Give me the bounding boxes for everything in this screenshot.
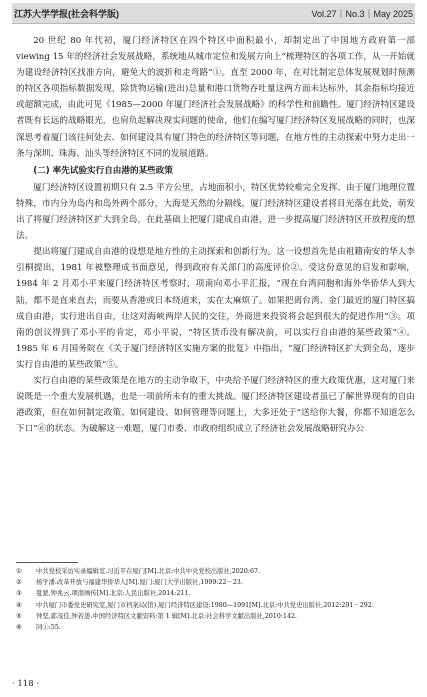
- footnote-text: 夏蒙,钟兆云.项南画传[M].北京:人民出版社,2014:211.: [36, 590, 191, 598]
- article-body: [16, 33, 415, 437]
- footnote-text: 钟坚,郭茂佳,钟若愚.中国经济特区文献资料:第 1 辑[M].北京:社会科学文献出版社,2010:142.: [36, 612, 297, 620]
- paragraph-3: 提出将厦门建成自由港的设想是地方性的主动探索和创新行为。这一设想首先是由祖籍南安的华人李引桐提出，1981 年被整理成书面意见，得到政府有关部门的高度评价②。受这份意见的启发和影响，1984 年 2 月邓小平来厦门经济特区考察时，项南向邓小平汇报，“现在台湾同胞和海外华侨华人到大陆，都不是直来直去，而要从香港或日本绕道来，实在太麻烦了。如果把离台湾、金门最近的厦门特区搞成自由港，实行进出自由，让这对海峡两岸人民的交往，外商进来投资将会起到很大的促进作用”③。项南的创议得到了邓小平的肯定，邓小平说，“特区货币没有解决前，可以实行自由港的某些政策”④。1985 年 6 月国务院在《关于厦门经济特区实施方案的批复》中指出，“厦门经济特区扩大到全岛，逐步实行自由港的某些政策”⑤。: [16, 247, 415, 370]
- footnote-number: ③: [16, 590, 22, 598]
- running-header: [12, 3, 415, 24]
- footnote-divider: [16, 562, 78, 563]
- paragraph-1: 20 世纪 80 年代初，厦门经济特区在四个特区中面积最小，却制定出了中国地方政府第一部viewing 15 年的经济社会发展战略，系统地从城市定位和发展方向上“梳理特区的各项工作，从一开始就为建设经济特区找准方向，避免大的波折和走弯路”①。直至 2000 年，在对比制定总体发展规划时预测的特区各项指标数据发现，除货物运输(进出)总量和港口货物吞吐量这两方面未达标外，其余指标均接近或超额完成，由此可见《1985—2000 年厦门经济社会发展战略》的科学性和前瞻性。厦门经济特区建设者既有长远的战略眼光，也肩负起解决现实问题的使命，他们在编写厦门经济特区发展战略的同时，也深深思考着厦门该往何处去、如何建设具有厦门特色的经济特区等问题，在地方性的主动探索中努力走出一条与深圳、珠海、汕头等经济特区不同的发展道路。: [16, 36, 415, 159]
- footnote-number: ①: [16, 568, 22, 575]
- paragraph-4: 实行自由港的某些政策是在地方的主动争取下，中央给予厦门经济特区的重大政策优惠，这对厦门来说既是一个重大发展机遇，也是一项前所未有的重大挑战。厦门经济特区建设者虽已了解世界现有的自由港政策，但在如何制定政策、如何建设、如何管理等问题上，大多还处于“送给你大餐，你都不知道怎么下口”⑥的状态。为破解这一难题，厦门市委、市政府组织成立了经济社会发展战略研究办公: [16, 375, 415, 435]
- footnote-text: 同①:55.: [36, 624, 61, 632]
- footnote: [16, 588, 415, 599]
- footnote-number: ⑥: [16, 624, 22, 632]
- footnote: [16, 577, 415, 588]
- page-number: · 118 ·: [12, 679, 40, 689]
- footnote-text: 中共厦门市委党史研究室,厦门市档案局(馆).厦门经济特区建设:1980—1991[M].北京:中共党史出版社,2012:291－292.: [36, 601, 374, 609]
- footnote-number: ⑤: [16, 612, 22, 620]
- footnote-text: 中共党校采访实录编辑室.习近平在厦门[M].北京:中共中央党校出版社,2020:67.: [36, 568, 260, 575]
- paragraph-2: 厦门经济特区设置初期只有 2.5 平方公里，占地面积小，特区优势较难完全发挥。由于厦门地理位置特殊，市内分为岛内和岛外两个部分，大海是天然的分隔线，厦门经济特区建设者将目光落在此处，萌发出了将厦门经济特区扩大到全岛，在此基础上把厦门建成自由港，进一步提高厦门经济特区开放程度的想法。: [16, 182, 415, 242]
- journal-title: 江苏大学学报(社会科学版): [14, 8, 119, 19]
- footnote-number: ④: [16, 601, 22, 609]
- section-heading: (二) 率先试验实行自由港的某些政策: [33, 165, 173, 176]
- footnote-text: 杨学潘.改革开放与福建华侨华人[M].厦门:厦门大学出版社,1999:22－23.: [36, 579, 243, 587]
- footnote-number: ②: [16, 579, 22, 587]
- footnote: [16, 566, 415, 577]
- footnote: [16, 600, 415, 611]
- footnote: [16, 611, 415, 622]
- footnotes: [16, 566, 415, 633]
- issue-info: Vol.27｜No.3｜May 2025: [311, 8, 413, 19]
- footnote: [16, 622, 415, 633]
